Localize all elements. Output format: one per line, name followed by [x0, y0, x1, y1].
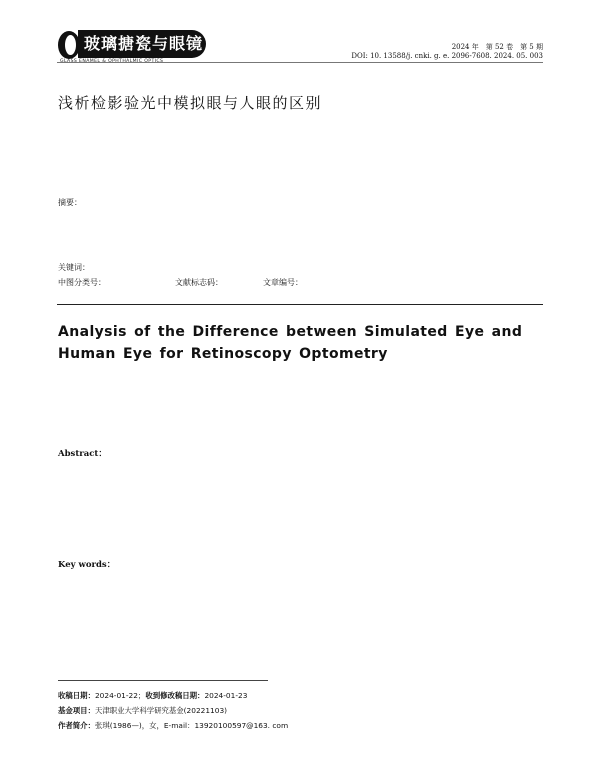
revised-value: 2024-01-23: [204, 691, 248, 700]
journal-name-en: GLASS ENAMEL & OPHTHALMIC OPTICS: [60, 59, 164, 64]
footnote-divider: [58, 680, 268, 681]
doc-code-label: 文献标志码：: [175, 278, 223, 287]
journal-logo: [58, 30, 208, 64]
keywords-cn-label: 关键词：: [58, 263, 90, 272]
author-label: 作者简介：: [58, 721, 95, 730]
fund-value: 天津职业大学科学研究基金(20221103): [94, 706, 228, 715]
logo-mark: [58, 31, 80, 59]
doi: DOI: 10. 13588/j. cnki. g. e. 2096-7608. 2024. 05. 003: [351, 52, 543, 60]
article-no-label: 文章编号：: [263, 278, 303, 287]
footnote-received: [58, 690, 247, 701]
abstract-en-label: Abstract：: [58, 449, 107, 459]
received-label: 收稿日期：: [58, 691, 95, 700]
keywords-en-label: Key words：: [58, 560, 116, 570]
received-value: 2024-01-22；: [94, 691, 146, 700]
journal-name-cn: 玻璃搪瓷与眼镜: [78, 30, 206, 58]
revised-label: 收到修改稿日期：: [145, 691, 205, 700]
header-divider: [57, 62, 543, 63]
footnote-author: [58, 720, 288, 731]
abstract-cn-label: 摘要：: [58, 198, 82, 207]
title-en: Analysis of the Difference between Simulated Eye and Human Eye for Retinoscopy Optometry: [58, 324, 523, 362]
footnote-fund: [58, 705, 227, 716]
title-cn: 浅析检影验光中模拟眼与人眼的区别: [58, 94, 323, 112]
author-value: 张琪(1986—)，女，E-mail：13920100597@163. com: [94, 721, 289, 730]
fund-label: 基金项目：: [58, 706, 95, 715]
issue-info: 2024 年 第 52 卷 第 5 期: [451, 43, 543, 51]
clc-label: 中图分类号：: [58, 278, 106, 287]
section-divider: [57, 304, 543, 305]
